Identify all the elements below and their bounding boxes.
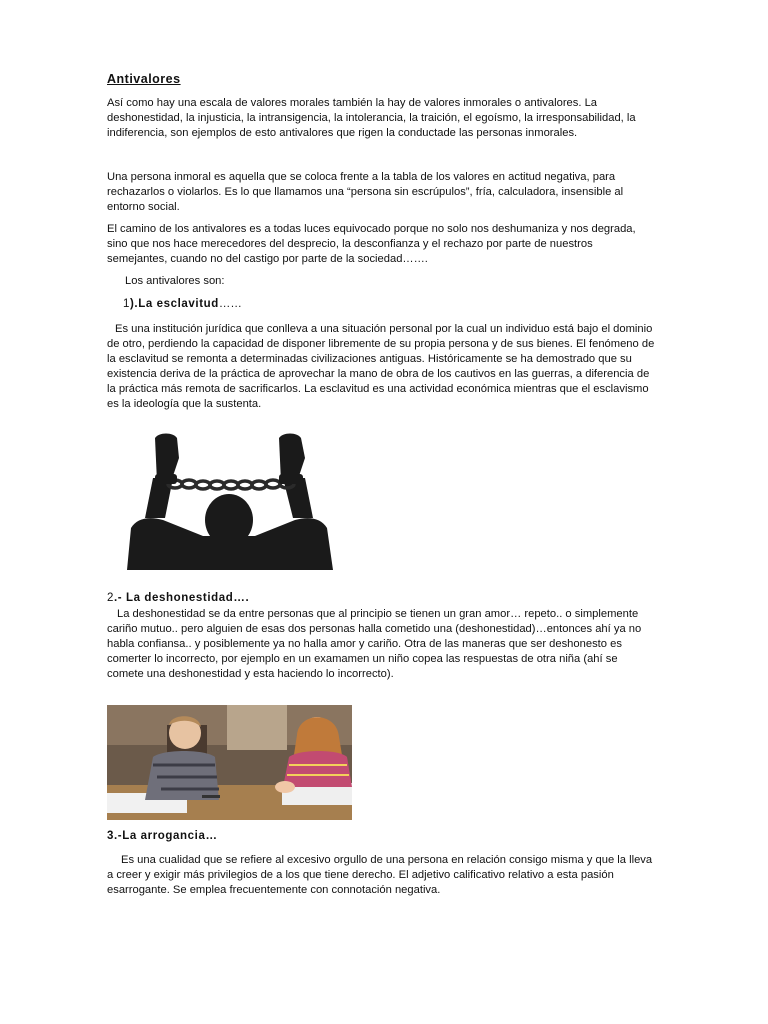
intro-paragraph-1: Así como hay una escala de valores morales también la hay de valores inmorales o antivalores. La deshonestidad, la injusticia, la intransigencia, la intolerancia, la traición, el egoísmo, la irresponsabilidad, la indiferencia, son ejemplos de esto antivalores que rigen la conductade las personas inmorales. <box>107 97 636 139</box>
chained-hands-image <box>107 418 350 570</box>
list-intro: Los antivalores son: <box>125 275 225 287</box>
students-exam-image <box>107 705 352 820</box>
section-suffix: …… <box>218 298 242 310</box>
intro-paragraph-2: Una persona inmoral es aquella que se coloca frente a la tabla de los valores en actitud negativa, para rechazarlos o violarlos. Es lo que llamamos una “persona sin escrúpulos”, fría, calculadora, insensible al entorno social. <box>107 171 624 213</box>
section-number: 2 <box>107 592 114 604</box>
section-heading-arrogance <box>107 830 218 842</box>
intro-paragraph-3: El camino de los antivalores es a todas luces equivocado porque no solo nos deshumaniza y nos degrada, sino que nos hace merecedores del desprecio, la desconfianza y el rechazo por parte de nuestros semejantes, cuando no del castigo por parte de la sociedad……. <box>107 223 636 265</box>
section-text-slavery: Es una institución jurídica que conlleva a una situación personal por la cual un individuo está bajo el dominio de otro, perdiendo la capacidad de disponer libremente de su propia persona y de sus bienes. El fenómeno de la esclavitud se remonta a determinadas civilizaciones antiguas. Históricamente se ha demostrado que su existencia deriva de la práctica de aprovechar la mano de obra de los cautivos en las guerras, a diferencia de la práctica más remota de sacrificarlos. La esclavitud es una actividad económica mientras que el esclavismo es la ideología que la sustenta. <box>107 323 655 410</box>
section-heading-slavery <box>123 298 242 310</box>
section-title: .- La deshonestidad…. <box>114 592 250 604</box>
section-text-arrogance: Es una cualidad que se refiere al excesivo orgullo de una persona en relación consigo misma y que la lleva a creer y exigir más privilegios de a los que tiene derecho. El adjetivo calificativo relativo a esta pasión esarrogante. Se emplea frecuentemente con connotación negativa. <box>107 854 653 896</box>
section-text-dishonesty: La deshonestidad se da entre personas que al principio se tienen un gran amor… repeto.. o simplemente cariño mutuo.. pero alguien de esas dos personas halla cometido una (deshonestidad)…entonces ahí ya no habla confiansa.. y posiblemente ya no halla amor y cariño. Otra de las maneras que ser deshonesto es comerter lo incorrecto, por ejemplo en un examamen un niño copea las respuestas de otra niña (ahí se comete una deshonestidad y esta haciendo lo incorrecto). <box>107 608 642 680</box>
section-number: 1 <box>123 298 130 310</box>
section-title: .-La arrogancia… <box>114 830 218 842</box>
document-title: Antivalores <box>107 72 181 86</box>
section-title: ).La esclavitud <box>130 298 219 310</box>
section-number: 3 <box>107 830 114 842</box>
section-heading-dishonesty <box>107 592 249 604</box>
